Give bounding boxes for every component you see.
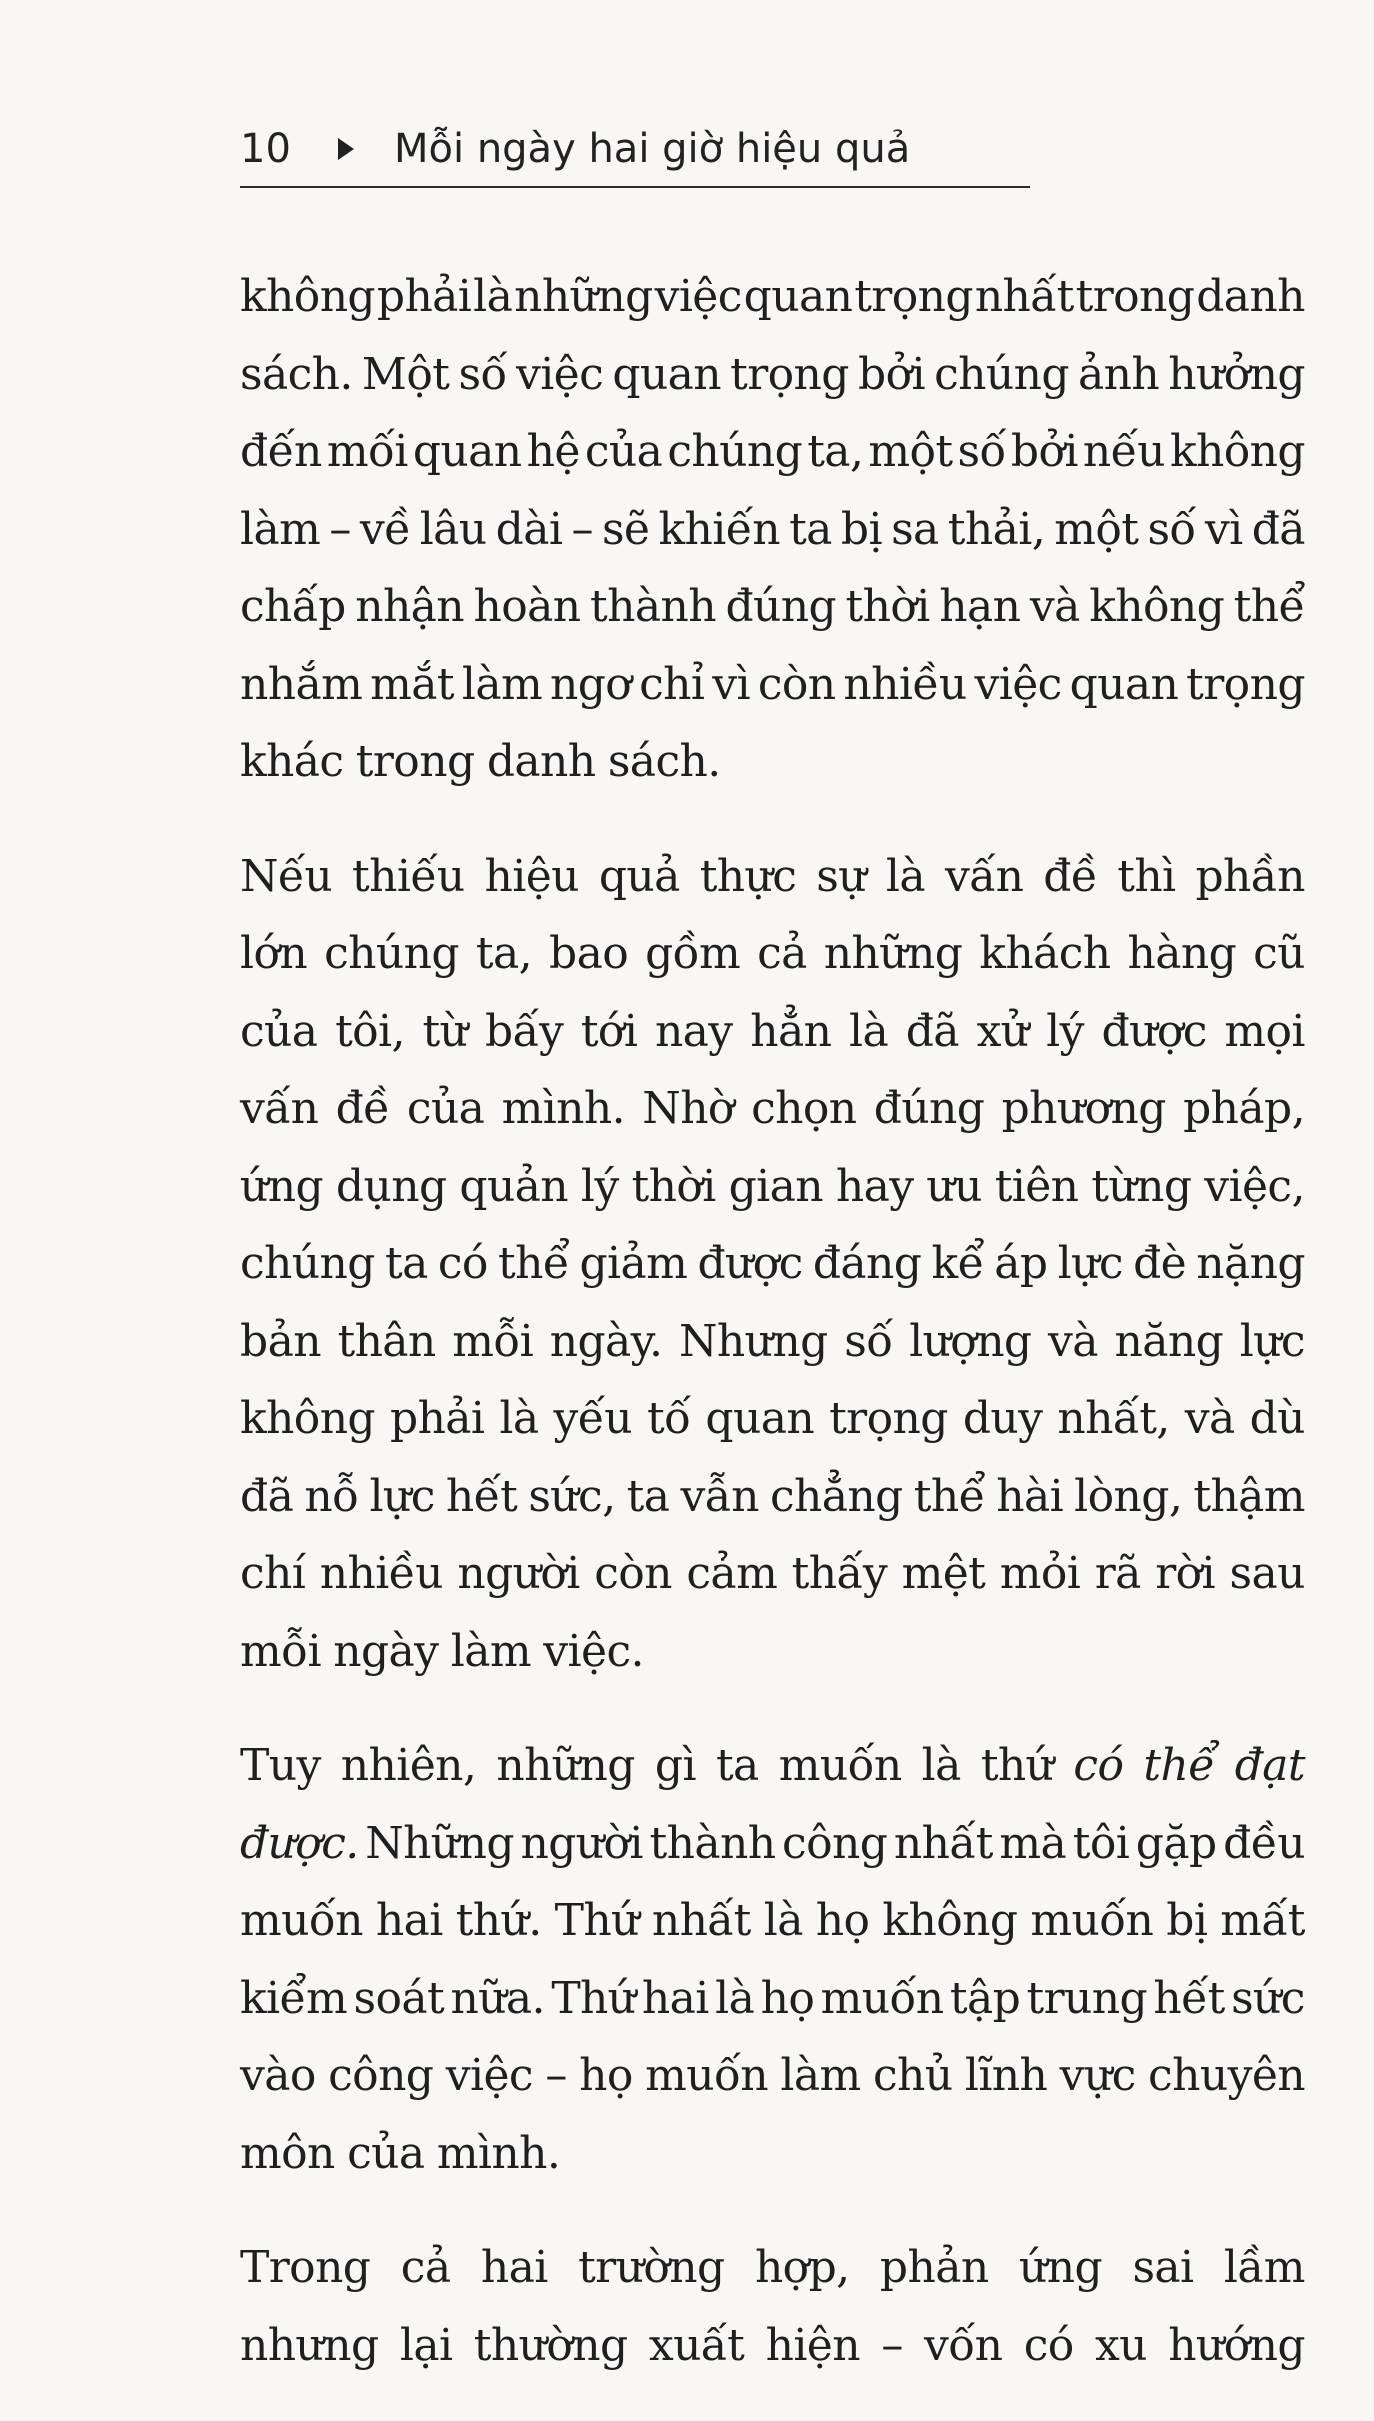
word: nhất, (1057, 1393, 1170, 1444)
word: một (868, 426, 953, 477)
word: nhiều (319, 1548, 443, 1599)
word: quan (705, 1393, 815, 1444)
word: thấy (791, 1548, 888, 1599)
word: làm (450, 1625, 531, 1677)
word: rời (1155, 1548, 1216, 1599)
word: trọng (829, 1393, 948, 1444)
word: Trong (240, 2242, 371, 2293)
text-line (240, 1613, 1305, 1691)
word: duy (962, 1393, 1043, 1444)
word: rã (1094, 1548, 1141, 1599)
word: lực (1057, 1238, 1123, 1289)
word: tôi (1072, 1817, 1130, 1869)
word: phải (376, 271, 472, 322)
word: hạn (939, 581, 1021, 632)
word: giảm (579, 1238, 688, 1289)
word: là (885, 850, 926, 902)
word: những (823, 928, 963, 979)
word: khiến (658, 503, 780, 555)
word: và (1048, 1315, 1098, 1367)
word: trong (355, 736, 475, 787)
word: đến (240, 426, 322, 477)
word: không (240, 1393, 375, 1444)
word: xu (1094, 2319, 1147, 2371)
word: đúng (873, 1083, 985, 1134)
word: bị (1166, 1895, 1208, 1946)
word: Thứ (551, 1972, 636, 2024)
word: quản (459, 1160, 569, 1212)
word: muốn (645, 2050, 769, 2101)
word: họ (579, 2050, 633, 2101)
word: xuất (648, 2319, 745, 2371)
word: – (571, 503, 593, 555)
word: mà (999, 1817, 1067, 1869)
word: chỉ (639, 658, 705, 710)
text-line (240, 1148, 1305, 1226)
word: lớn (240, 928, 308, 979)
text-line (240, 2037, 1305, 2115)
word: nếu (1082, 426, 1165, 477)
word: Tuy (240, 1740, 321, 1791)
word: chúng (934, 348, 1069, 400)
word: về (359, 503, 411, 555)
word: làm (780, 2050, 861, 2101)
word: và (1029, 581, 1080, 632)
word: hiệu (484, 850, 579, 902)
word: kiểm (240, 1972, 348, 2024)
word: là (715, 1972, 755, 2024)
word: sức, (528, 1470, 616, 1522)
word: ta, (475, 928, 533, 979)
word: kể (931, 1238, 985, 1289)
word: trung (1026, 1972, 1148, 2024)
word: chúng (667, 426, 803, 477)
word: cả (757, 928, 807, 979)
paragraph (240, 838, 1305, 1691)
word: thể (1143, 1740, 1215, 1791)
word: quan (1069, 658, 1179, 710)
word: khách (979, 928, 1111, 979)
word: họ (760, 1972, 815, 2024)
page-number: 10 (240, 126, 291, 172)
word: tố (647, 1393, 691, 1444)
word: hai (375, 1895, 443, 1946)
word: chúng (240, 1238, 375, 1289)
word: ngơ (549, 658, 632, 710)
word: việc, (1204, 1160, 1305, 1212)
word: đúng (725, 581, 837, 632)
word: nhiều (843, 658, 967, 710)
word: sau (1229, 1548, 1305, 1599)
word: lòng, (1074, 1470, 1183, 1522)
word: quan (612, 348, 721, 400)
word: nhiên, (340, 1740, 477, 1791)
word: năng (1114, 1315, 1224, 1367)
word: thiếu (352, 850, 465, 902)
word: mình. (436, 2127, 561, 2179)
word: lầm (1223, 2242, 1305, 2293)
word: đè (1133, 1238, 1187, 1289)
word: thân (337, 1315, 436, 1367)
word: mỗi (452, 1315, 534, 1367)
text-line (240, 723, 1305, 801)
text-line (240, 1535, 1305, 1613)
word: chủ (872, 2050, 953, 2101)
text-line (240, 838, 1305, 916)
word: hài (996, 1470, 1064, 1522)
word: làm (240, 503, 321, 555)
word: chẳng (769, 1470, 903, 1522)
word: số (458, 348, 507, 400)
word: lý (580, 1160, 619, 1212)
word: hàng (1127, 928, 1237, 979)
text-line (240, 1882, 1305, 1960)
word: tiên (994, 1160, 1079, 1212)
word: hiện (765, 2319, 860, 2371)
word: muốn (240, 1895, 363, 1946)
word: tới (580, 1005, 638, 1057)
word: Nếu (240, 850, 333, 902)
word: bởi (858, 348, 925, 400)
word: sa (891, 503, 939, 555)
word: cũ (1253, 928, 1305, 979)
word: vực (1059, 2050, 1136, 2101)
word: ta (715, 1740, 759, 1791)
text-line (240, 336, 1305, 414)
word: soát (353, 1972, 445, 2024)
word: thậm (1193, 1470, 1305, 1522)
word: hướng (1168, 2319, 1305, 2371)
word: hẳn (750, 1005, 832, 1057)
word: đều (1223, 1817, 1305, 1869)
word: thể (498, 1238, 570, 1289)
word: ta (626, 1470, 670, 1522)
word: thường (473, 2319, 628, 2371)
text-line (240, 2229, 1305, 2307)
word: bấy (485, 1005, 564, 1057)
word: chúng (324, 928, 459, 979)
text-line (240, 1805, 1305, 1883)
word: của (584, 426, 663, 477)
word: quan (743, 271, 853, 322)
text-line (240, 1225, 1305, 1303)
word: nhất (651, 1895, 751, 1946)
word: mỗi (240, 1625, 321, 1677)
word: lực (1239, 1315, 1305, 1367)
word: hay (835, 1160, 914, 1212)
text-line (240, 1303, 1305, 1381)
word: vì (1204, 503, 1243, 555)
word: của (240, 1005, 318, 1057)
word: mệt (901, 1548, 986, 1599)
word: thứ (980, 1740, 1054, 1791)
word: gặp (1135, 1817, 1217, 1869)
word: là (763, 1895, 803, 1946)
word: thì (1117, 850, 1176, 902)
word: một (1054, 503, 1139, 555)
word: đạt (1234, 1740, 1305, 1791)
word: lâu (419, 503, 487, 555)
text-line (240, 413, 1305, 491)
word: là (848, 1005, 889, 1057)
word: mọi (1224, 1005, 1305, 1057)
word: gì (654, 1740, 696, 1791)
word: thành (649, 1817, 776, 1869)
text-line (240, 491, 1305, 569)
word: từng (1091, 1160, 1192, 1212)
word: những (496, 1740, 635, 1791)
word: ứng (240, 1160, 324, 1212)
paragraph (240, 1727, 1305, 2192)
word: cả (400, 2242, 451, 2293)
word: muốn (820, 1972, 944, 2024)
word: là (499, 1393, 539, 1444)
word: thời (845, 581, 930, 632)
word: tôi, (335, 1005, 405, 1057)
word: số (1147, 503, 1196, 555)
word: ngày. (549, 1315, 663, 1367)
word: công (782, 1817, 888, 1869)
word: bao (549, 928, 629, 979)
word: đã (240, 1470, 294, 1522)
word: đề (335, 1083, 390, 1134)
word: sức (1231, 1972, 1305, 2024)
word: nữa. (450, 1972, 545, 2024)
paragraph (240, 258, 1305, 801)
word: pháp, (1183, 1083, 1305, 1134)
word: sách. (240, 348, 353, 400)
word: đáng (812, 1238, 922, 1289)
word: Những (365, 1817, 514, 1869)
body-text (240, 258, 1305, 2421)
word: hai (480, 2242, 548, 2293)
word: – (545, 2050, 567, 2101)
word: sẽ (601, 503, 650, 555)
word: gian (728, 1160, 823, 1212)
word: khác (240, 736, 344, 787)
word: từ (422, 1005, 468, 1057)
word: không (240, 271, 375, 322)
word: mỏi (999, 1548, 1081, 1599)
text-line (240, 646, 1305, 724)
word: thời (631, 1160, 716, 1212)
word: số (957, 426, 1006, 477)
word: có (437, 1238, 488, 1289)
word: Nhưng (679, 1315, 828, 1367)
word: thứ. (455, 1895, 542, 1946)
word: dụng (335, 1160, 447, 1212)
word: danh (486, 736, 596, 787)
word: sự (816, 850, 866, 902)
word: nhận (355, 581, 465, 632)
word: lại (399, 2319, 453, 2371)
word: mối (326, 426, 408, 477)
word: người (520, 1817, 643, 1869)
word: ảnh (1078, 348, 1160, 400)
word: nay (654, 1005, 733, 1057)
word: những (514, 271, 653, 322)
word: công (328, 2050, 434, 2101)
text-line (240, 1380, 1305, 1458)
word: ta, (807, 426, 864, 477)
word: ta (789, 503, 832, 555)
word: việc. (543, 1625, 644, 1677)
word: trọng (854, 271, 973, 322)
word: nhất (893, 1817, 993, 1869)
word: đã (905, 1005, 959, 1057)
word: chuyên (1148, 2050, 1305, 2101)
word: việc (974, 658, 1062, 710)
word: không (1089, 581, 1225, 632)
word: họ (815, 1895, 870, 1946)
word: là (473, 271, 513, 322)
word: việc (445, 2050, 533, 2101)
word: không (1169, 426, 1305, 477)
text-line (240, 1070, 1305, 1148)
word: – (329, 503, 351, 555)
word: ưu (926, 1160, 982, 1212)
word: vấn (944, 850, 1024, 902)
word: cảm (686, 1548, 778, 1599)
word: mắt (370, 658, 454, 710)
word: đề (1043, 850, 1098, 902)
word: Một (361, 348, 450, 400)
word: và (1184, 1393, 1235, 1444)
word: mất (1220, 1895, 1305, 1946)
word: lực (369, 1470, 435, 1522)
word: hoàn (473, 581, 581, 632)
word: hưởng (1168, 348, 1305, 400)
word: người (457, 1548, 580, 1599)
word: việc (654, 271, 742, 322)
text-line (240, 1727, 1305, 1805)
word: trọng (730, 348, 849, 400)
word: được (697, 1238, 803, 1289)
word: muốn (1030, 1895, 1154, 1946)
word: Nhờ (642, 1083, 734, 1134)
word: gồm (645, 928, 741, 979)
word: hai (641, 1972, 709, 2024)
word: việc (515, 348, 604, 400)
word: thải, (947, 503, 1046, 555)
word: trong (1075, 271, 1195, 322)
word: tập (949, 1972, 1021, 2024)
word: trọng (1186, 658, 1305, 710)
word: hệ (526, 426, 580, 477)
word: ứng (1019, 2242, 1103, 2293)
word: của (347, 2127, 425, 2179)
word: có (1023, 2319, 1074, 2371)
word: vấn (240, 1083, 319, 1134)
word: được (1101, 1005, 1207, 1057)
word: thể (1233, 581, 1305, 632)
text-line (240, 915, 1305, 993)
word: phản (879, 2242, 989, 2293)
word: vào (240, 2050, 316, 2101)
triangle-right-icon (338, 138, 354, 160)
word: muốn (778, 1740, 902, 1791)
word: môn (240, 2127, 335, 2179)
word: vốn (924, 2319, 1003, 2371)
word: phương (1001, 1083, 1166, 1134)
word: còn (757, 658, 836, 710)
word: bị (840, 503, 882, 555)
text-line (240, 568, 1305, 646)
word: bởi (1010, 426, 1078, 477)
word: của (406, 1083, 485, 1134)
word: lượng (909, 1315, 1032, 1367)
word: được. (240, 1817, 359, 1869)
word: trường (578, 2242, 725, 2293)
word: hết (1153, 1972, 1225, 2024)
word: hợp, (754, 2242, 850, 2293)
word: nhưng (240, 2319, 379, 2371)
word: đã (1251, 503, 1305, 555)
word: lĩnh (964, 2050, 1048, 2101)
word: phải (390, 1393, 485, 1444)
word: nặng (1196, 1238, 1305, 1289)
word: ta (385, 1238, 428, 1289)
word: quả (598, 850, 680, 902)
word: ngày (333, 1625, 439, 1677)
text-line (240, 1960, 1305, 2038)
word: bản (240, 1315, 321, 1367)
word: số (844, 1315, 893, 1367)
text-line (240, 1458, 1305, 1536)
word: xử (976, 1005, 1029, 1057)
word: còn (594, 1548, 672, 1599)
word: làm (461, 658, 543, 710)
word: dù (1249, 1393, 1305, 1444)
word: chí (240, 1548, 306, 1599)
book-title: Mỗi ngày hai giờ hiệu quả (394, 126, 911, 172)
word: nỗ (304, 1470, 359, 1522)
word: thực (699, 850, 797, 902)
word: có (1073, 1740, 1124, 1791)
word: danh (1196, 271, 1305, 322)
word: quan (412, 426, 522, 477)
word: sách. (607, 736, 721, 787)
word: là (921, 1740, 961, 1791)
word: thể (913, 1470, 986, 1522)
word: lý (1046, 1005, 1084, 1057)
text-line (240, 2307, 1305, 2385)
word: sai (1132, 2242, 1194, 2293)
word: – (881, 2319, 903, 2371)
text-line (240, 993, 1305, 1071)
word: chấp (240, 581, 346, 632)
word: nhắm (240, 658, 363, 710)
running-header (240, 118, 1030, 188)
word: dài (495, 503, 563, 555)
word: vì (712, 658, 750, 710)
word: phần (1195, 850, 1305, 902)
word: áp (994, 1238, 1048, 1289)
word: hết (445, 1470, 518, 1522)
word: Thứ (554, 1895, 639, 1946)
text-line (240, 258, 1305, 336)
word: vẫn (680, 1470, 759, 1522)
word: thành (590, 581, 716, 632)
word: không (882, 1895, 1018, 1946)
word: nhất (974, 271, 1074, 322)
word: chọn (751, 1083, 857, 1134)
word: yếu (553, 1393, 632, 1444)
word: mình. (501, 1083, 626, 1134)
text-line (240, 2115, 1305, 2193)
